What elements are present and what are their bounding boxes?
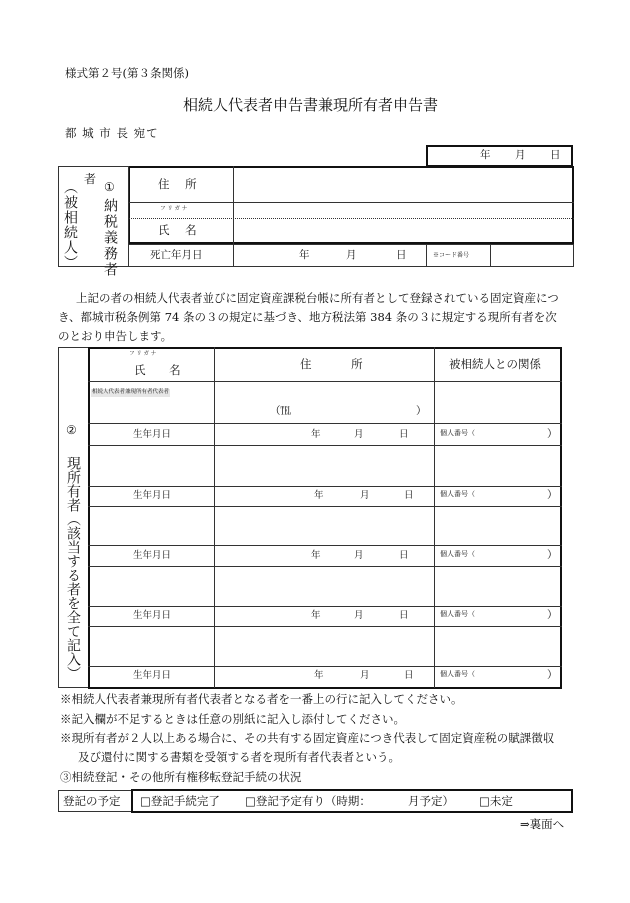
code-number-label: ※コード番号 [433,252,470,259]
birth-year: 年 [314,670,324,681]
birth-label: 生年月日 [133,610,172,621]
owner1-address-input[interactable] [216,383,433,422]
section3-heading: ③相続登記・その他所有権移転登記手続の状況 [60,770,302,784]
note-1: ※相続人代表者兼現所有者代表者となる者を一番上の行に記入してください。 [60,692,463,706]
id-number-label: 個人番号（ [440,610,475,618]
birth-day: 日 [404,670,414,681]
birth-day: 日 [399,429,409,440]
birth-year: 年 [314,490,324,501]
continue-to-back: ⇒裏面へ [520,817,565,831]
id-number-close: ） [547,549,558,561]
section2-circle: ② [66,423,77,437]
paragraph-line1: 上記の者の相続人代表者並びに固定資産課税台帳に所有者として登録されている固定資産につ [76,291,559,305]
owner4-entry-input[interactable] [90,568,560,605]
owners-name-header: 氏 名 [134,363,191,377]
paragraph-line3: のとおり申告します。 [58,329,173,343]
taxpayer-name-input[interactable] [234,219,572,244]
owner1-name-input[interactable] [90,383,213,422]
address-label: 住 所 [158,177,203,191]
representative-label: 相続人代表者兼現所有者代表者 [92,389,170,395]
birth-day: 日 [399,610,409,621]
taxpayer-side-label: 納税義務者 [102,198,118,278]
name-label: 氏 名 [158,223,203,237]
birth-day: 日 [404,490,414,501]
birth-month: 月 [354,550,364,561]
birth-day: 日 [399,550,409,561]
id-number-label: 個人番号（ [440,670,475,678]
death-month: 月 [346,249,357,261]
owners-address-header: 住 所 [300,357,381,371]
birth-label: 生年月日 [133,490,172,501]
option-scheduled-month: 月予定） [408,794,454,808]
date-year: 年 [480,149,491,161]
id-number-close: ） [547,669,558,681]
id-number-label: 個人番号（ [440,490,475,498]
death-day: 日 [396,249,407,261]
owner2-entry-input[interactable] [90,447,560,485]
tel-open: （℡ [270,405,291,417]
note-3a: ※現所有者が２人以上ある場合に、その共有する固定資産につき代表して固定資産税の賦課徴収 [60,731,555,745]
note-3b: 及び還付に関する書類を受領する者を現所有者代表者という。 [78,750,400,764]
id-number-close: ） [547,428,558,440]
option-scheduled[interactable]: □登記予定有り（時期： [245,794,371,808]
paragraph-line2: き、都城市税条例第 74 条の３の規定に基づき、地方税法第 384 条の３に規定する現所有者を次 [58,310,557,324]
taxpayer-furigana-input[interactable] [234,203,572,218]
owner5-entry-input[interactable] [90,628,560,665]
birth-year: 年 [311,610,321,621]
tel-close: ） [416,405,427,417]
birth-label: 生年月日 [133,429,172,440]
owner1-relation-input[interactable] [436,383,560,422]
death-date-input[interactable] [234,245,425,266]
option-undecided[interactable]: □未定 [479,794,513,808]
birth-month: 月 [354,429,364,440]
birth-year: 年 [311,550,321,561]
birth-label: 生年月日 [133,670,172,681]
owners-relation-header: 被相続人との関係 [449,357,541,371]
date-day: 日 [550,149,561,161]
furigana-label: フ リ ガ ナ [160,206,188,212]
birth-month: 月 [360,490,370,501]
birth-label: 生年月日 [133,550,172,561]
birth-month: 月 [360,670,370,681]
option-completed[interactable]: □登記手続完了 [140,794,220,808]
id-number-label: 個人番号（ [440,550,475,558]
id-number-close: ） [547,489,558,501]
deceased-side-label: （被相続人） [62,180,78,270]
date-month: 月 [515,149,526,161]
owner3-entry-input[interactable] [90,508,560,544]
birth-year: 年 [311,429,321,440]
id-number-close: ） [547,609,558,621]
death-date-label: 死亡年月日 [150,249,203,261]
registration-label: 登記の予定 [63,794,121,808]
side-char-top: 者 [84,172,97,186]
owners-furigana-header: フ リ ガ ナ [129,351,157,357]
code-number-input[interactable] [491,245,573,266]
death-year: 年 [299,249,310,261]
id-number-label: 個人番号（ [440,429,475,437]
form-number: 様式第２号(第３条関係) [65,66,189,80]
section1-circle: ① [104,180,115,194]
birth-month: 月 [354,610,364,621]
current-owners-side-label: 現所有者（該当する者を全て記入） [65,456,81,680]
note-2: ※記入欄が不足するときは任意の別紙に記入し添付してください。 [60,712,405,726]
addressee: 都 城 市 長 宛て [65,126,159,140]
taxpayer-address-input[interactable] [234,167,572,202]
page-title: 相続人代表者申告書兼現所有者申告書 [183,96,439,114]
